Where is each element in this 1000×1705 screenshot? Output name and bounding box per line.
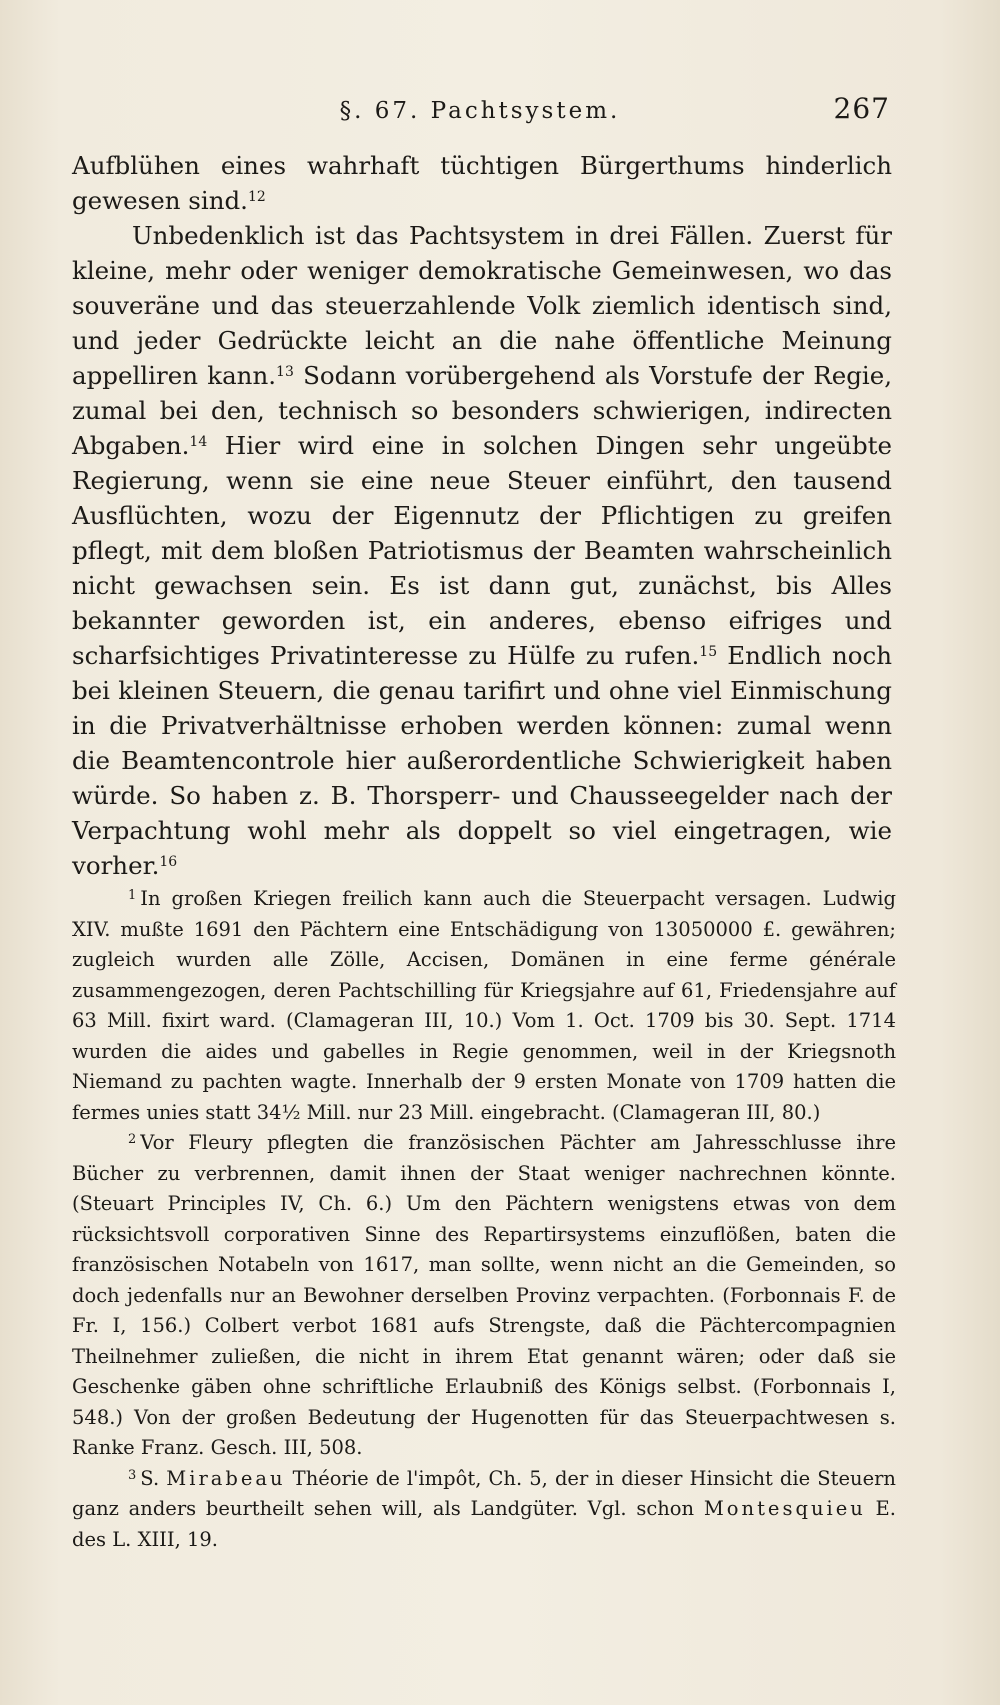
running-head [70,92,890,132]
footnote [72,884,896,1128]
paragraph-text: Aufblühen eines wahrhaft tüchtigen Bürgerthums hinderlich gewesen sind. [72,151,892,215]
paragraph-text: Sodann vorübergehend als Vorstufe der Regie, zumal bei den, technisch so besonders schwierigen, indirecten Abgaben. [72,361,892,460]
footnote-text: E. des L. XIII, 19. [72,1497,896,1551]
footnote-reference: 14 [189,434,208,450]
footnote-reference: 13 [276,364,294,380]
footnote-marker: 2 [128,1132,137,1147]
page-number: 267 [833,92,890,125]
footnote [72,1464,896,1556]
paragraph-text: Hier wird eine in solchen Dingen sehr ungeübte Regierung, wenn sie eine neue Steuer einführt, den tausend Ausflüchten, wozu der Eigennutz der Pflichtigen zu greifen pflegt, mit dem bloßen Patriotismus der Beamten wahrscheinlich nicht gewachsen sein. Es ist dann gut, zunächst, bis Alles bekannter geworden ist, ein anderes, ebenso eifriges und scharfsichtiges Privatinteresse zu Hülfe zu rufen. [72,431,892,670]
paragraph-text: Unbedenklich ist das Pachtsystem in drei Fällen. Zuerst für kleine, mehr oder weniger demokratische Gemeinwesen, wo das souveräne und das steuerzahlende Volk ziemlich identisch sind, und jeder Gedrückte leicht an die nahe öffentliche Meinung appelliren kann. [72,221,892,390]
section-title: §. 67. Pachtsystem. [339,98,621,124]
author-name: Mirabeau [166,1466,286,1490]
footnote-text: In großen Kriegen freilich kann auch die Steuerpacht versagen. Ludwig XIV. mußte 1691 den Pächtern eine Entschädigung von 13050000 £. gewähren; zugleich wurden alle Zölle, Accisen, Domänen in eine ferme générale zusammengezogen, deren Pachtschilling für Kriegsjahre auf 61, Friedensjahre auf 63 Mill. fixirt ward. (Clamageran III, 10.) Vom 1. Oct. 1709 bis 30. Sept. 1714 wurden die aides und gabelles in Regie genommen, weil in der Kriegsnoth Niemand zu pachten wagte. Innerhalb der 9 ersten Monate von 1709 hatten die fermes unies statt 34½ Mill. nur 23 Mill. eingebracht. (Clamageran III, 80.) [72,887,896,1124]
footnote-reference: 15 [699,644,718,660]
footnote-reference: 12 [247,189,266,205]
main-text [72,148,892,883]
paragraph-text: Endlich noch bei kleinen Steuern, die genau tarifirt und ohne viel Einmischung in die Privatverhältnisse erhoben werden können: zumal wenn die Beamtencontrole hier außerordentliche Schwierigkeit haben würde. So haben z. B. Thorsperr- und Chausseegelder nach der Verpachtung wohl mehr als doppelt so viel eingetragen, wie vorher. [72,641,892,880]
paragraph [72,218,892,883]
author-name: Montesquieu [703,1497,866,1520]
footnote-text: Théorie de l'impôt, Ch. 5, der in dieser Hinsicht die Steuern ganz anders beurtheilt sehen will, als Landgüter. Vgl. schon [72,1466,896,1520]
paragraph [72,148,892,218]
footnote [72,1128,896,1464]
footnote-reference: 16 [159,854,178,870]
footnote-marker: 1 [128,888,137,903]
footnote-text: Vor Fleury pflegten die französischen Pächter am Jahresschlusse ihre Bücher zu verbrennen, damit ihnen der Staat weniger nachrechnen könnte. (Steuart Principles IV, Ch. 6.) Um den Pächtern wenigstens etwas von dem rücksichtsvoll corporativen Sinne des Repartirsystems einzuflößen, baten die französischen Notabeln von 1617, man sollte, wenn nicht an die Gemeinden, so doch jedenfalls nur an Bewohner derselben Provinz verpachten. (Forbonnais F. de Fr. I, 156.) Colbert verbot 1681 aufs Strengste, daß die Pächtercompagnien Theilnehmer zuließen, die nicht in ihrem Etat genannt wären; oder daß sie Geschenke gäben ohne schriftliche Erlaubniß des Königs selbst. (Forbonnais I, 548.) Von der großen Bedeutung der Hugenotten für das Steuerpachtwesen s. Ranke Franz. Gesch. III, 508. [72,1131,896,1459]
footnote-text: S. [140,1466,167,1490]
footnotes [72,884,896,1555]
footnote-marker: 3 [128,1467,137,1483]
